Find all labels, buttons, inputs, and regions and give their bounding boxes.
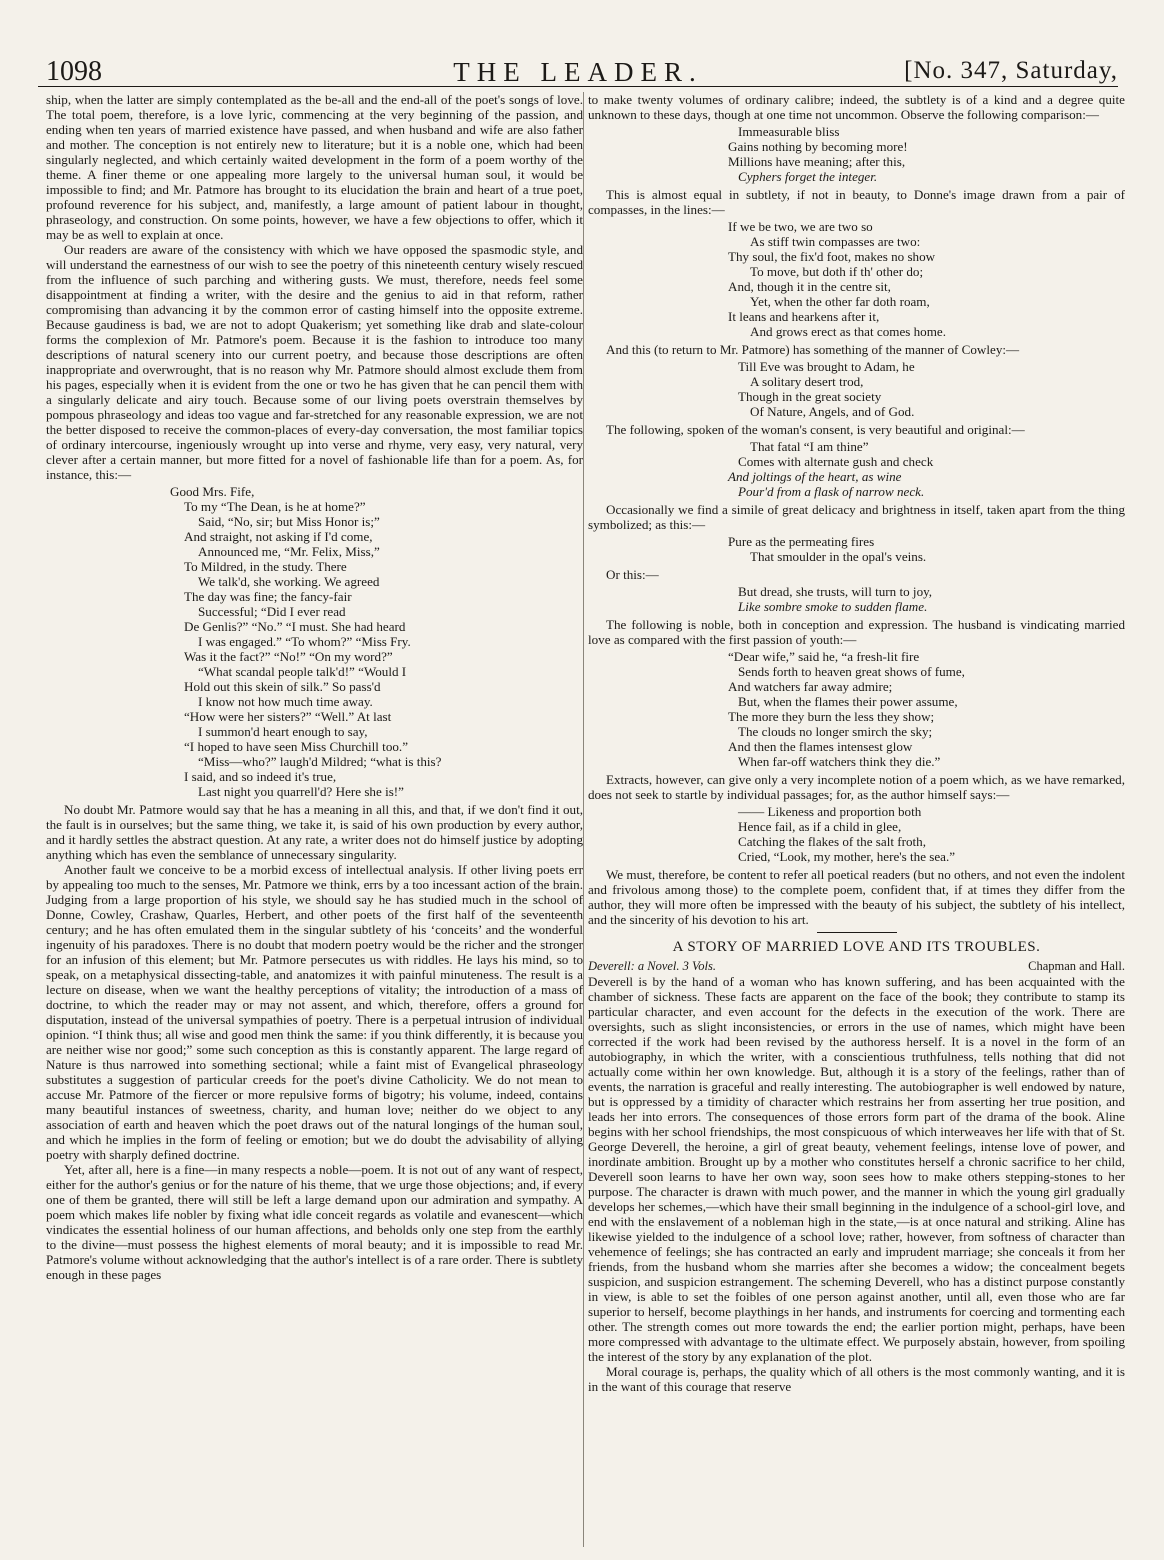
verse-line: That smoulder in the opal's veins. (750, 549, 927, 564)
verse-line: Gains nothing by becoming more! (728, 139, 908, 154)
verse-line: But dread, she trusts, will turn to joy, (738, 584, 933, 599)
verse-line: Pure as the permeating fires (728, 534, 875, 549)
paragraph: And this (to return to Mr. Patmore) has something of the manner of Cowley:— (606, 342, 1020, 357)
verse-line: I know not how much time away. (198, 694, 373, 709)
verse-line: And then the flames intensest glow (728, 739, 913, 754)
verse-quote (588, 439, 1125, 499)
verse-line: It leans and hearkens after it, (728, 309, 880, 324)
verse-line: Of Nature, Angels, and of God. (750, 404, 915, 419)
masthead-title: THE LEADER. (453, 57, 703, 87)
verse-line: Comes with alternate gush and check (738, 454, 934, 469)
paragraph: ship, when the latter are simply contemplated as the be-all and the end-all of the poet's songs of love. The total poem, therefore, is a love lyric, commencing at the very beginning of the passion, and ending when ten years of married existence have passed, and when husband and wife are also father and mother. The conception is not entirely new to literature; but it is a noble one, which had been singularly neglected, and which certainly waited development in the form of a poem worthy of the theme. A finer theme or one appealing more largely to the universal human soul, it would be impossible to find; and Mr. Patmore has brought to its elucidation the brain and heart of a true poet, profound reverence for his subject, and, manifestly, a large amount of patient labour in thought, phraseology, and construction. On some points, however, we have a few objections to offer, which it may be as well to explain at once. (46, 92, 583, 242)
verse-line: Sends forth to heaven great shows of fume, (738, 664, 965, 679)
verse-line: The day was fine; the fancy-fair (184, 589, 352, 604)
verse-line: Catching the flakes of the salt froth, (738, 834, 926, 849)
verse-line: To my “The Dean, is he at home?” (184, 499, 366, 514)
verse-line: “How were her sisters?” “Well.” At last (184, 709, 392, 724)
paragraph: This is almost equal in subtlety, if not in beauty, to Donne's image drawn from a pair of compasses, in the lines:— (588, 187, 1125, 217)
paragraph: The following is noble, both in conception and expression. The husband is vindicating married love as compared with the first passion of youth:— (588, 617, 1125, 647)
verse-line: —— Likeness and proportion both (738, 804, 922, 819)
verse-line: And watchers far away admire; (728, 679, 893, 694)
page-header (38, 54, 1118, 87)
right-column (588, 92, 1125, 1547)
verse-quote (588, 649, 1125, 769)
verse-line: When far-off watchers think they die.” (738, 754, 941, 769)
verse-line: “What scandal people talk'd!” “Would I (198, 664, 407, 679)
paragraph: The following, spoken of the woman's consent, is very beautiful and original:— (606, 422, 1025, 437)
verse-line: The more they burn the less they show; (728, 709, 935, 724)
verse-line: We talk'd, she working. We agreed (198, 574, 380, 589)
verse-line: As stiff twin compasses are two: (750, 234, 921, 249)
verse-line: Though in the great society (738, 389, 882, 404)
verse-quote (588, 804, 1125, 864)
verse-quote (46, 484, 583, 799)
verse-quote (588, 359, 1125, 419)
verse-line: Like sombre smoke to sudden flame. (738, 599, 928, 614)
paragraph: to make twenty volumes of ordinary calibre; indeed, the subtlety is of a kind and a degree quite unknown to these days, though at one time not uncommon. Observe the following comparison:— (588, 92, 1125, 122)
section-title: A STORY OF MARRIED LOVE AND ITS TROUBLES. (672, 939, 1041, 955)
section-divider (817, 932, 897, 933)
book-title: Deverell: a Novel. 3 Vols. (588, 959, 716, 973)
verse-line: But, when the flames their power assume, (738, 694, 958, 709)
verse-line: Was it the fact?” “No!” “On my word?” (184, 649, 393, 664)
paragraph: Moral courage is, perhaps, the quality which of all others is the most commonly wanting, and it is in the want of this courage that reserve (588, 1364, 1125, 1394)
verse-quote (588, 584, 1125, 614)
issue-number: [No. 347, Saturday, (904, 57, 1118, 84)
verse-line: And straight, not asking if I'd come, (184, 529, 373, 544)
verse-line: Millions have meaning; after this, (728, 154, 906, 169)
verse-line: Till Eve was brought to Adam, he (738, 359, 915, 374)
paragraph: Or this:— (606, 567, 659, 582)
verse-line: And, though it in the centre sit, (728, 279, 891, 294)
verse-line: Announced me, “Mr. Felix, Miss,” (198, 544, 380, 559)
paragraph: Occasionally we find a simile of great delicacy and brightness in itself, taken apart from the thing symbolized; as this:— (588, 502, 1125, 532)
paragraph: Deverell is by the hand of a woman who has known suffering, and has been acquainted with the chamber of sickness. These facts are apparent on the face of the book; they contribute to stamp its particular character, and even account for the defects in the execution of the work. There are oversights, such as slight inconsistencies, or errors in the use of names, which might have been corrected if the work had been revised by the authoress herself. It is a novel in the form of an autobiography, in which the writer, with a conscientious truthfulness, tells nothing that did not actually come within her own knowledge. But, although it is a story of the feelings, rather than of events, the narration is graceful and really interesting. The autobiographer is well endowed by nature, but is oppressed by a timidity of character which restrains her from asserting her true position, and leads her into errors. The consequences of those errors form part of the drama of the book. Aline begins with her school friendships, the most conspicuous of which interweaves her life with that of St. George Deverell, the heroine, a girl of great beauty, vehement feelings, intense love of power, and inordinate ambition. Brought up by a mother who constitutes herself a chronic sacrifice to her child, Deverell soon learns to have her own way, soon sees how to make others stepping-stones to her purpose. The character is drawn with much power, and the manner in which the young girl gradually develops her schemes,—which have their small beginning in the indulgence of a school-girl love, and end with the enslavement of a nobleman high in the state,—is at once natural and striking. Aline has likewise yielded to the indulgence of a school love; rather, however, from softness of character than vehemence of feelings; she has contracted an early and imprudent marriage; she conceals it from her friends, from the husband whom she marries after she becomes a widow; the concealment begets suspicion, and suspicion estrangement. The scheming Deverell, who has a distinct purpose constantly in view, is able to set the foibles of one person against another, until all, even those who are far superior to herself, become playthings in her hands, and instruments for coercing and tormenting each other. The strength comes out more towards the end; the earlier portion might, perhaps, have been more compressed with advantage to the ultimate effect. We purposely abstain, however, from spoiling the interest of the story by any explanation of the plot. (588, 974, 1125, 1364)
verse-line: “Miss—who?” laugh'd Mildred; “what is this? (198, 754, 442, 769)
verse-line: Yet, when the other far doth roam, (750, 294, 930, 309)
verse-line: Hold out this skein of silk.” So pass'd (184, 679, 381, 694)
verse-line: And joltings of the heart, as wine (728, 469, 902, 484)
verse-line: Immeasurable bliss (738, 124, 840, 139)
left-column (46, 92, 583, 1547)
verse-line: If we be two, we are two so (728, 219, 873, 234)
verse-line: “Dear wife,” said he, “a fresh-lit fire (728, 649, 920, 664)
paragraph: Extracts, however, can give only a very incomplete notion of a poem which, as we have remarked, does not seek to startle by individual passages; for, as the author himself says:— (588, 772, 1125, 802)
verse-line: I was engaged.” “To whom?” “Miss Fry. (198, 634, 411, 649)
verse-quote (588, 219, 1125, 339)
verse-quote (588, 124, 1125, 184)
verse-line: Last night you quarrell'd? Here she is!” (198, 784, 404, 799)
verse-line: The clouds no longer smirch the sky; (738, 724, 933, 739)
paragraph: Yet, after all, here is a fine—in many respects a noble—poem. It is not out of any want of respect, either for the author's genius or for the nature of his theme, that we urge those objections; and, if every one of them be granted, there will still be left a large demand upon our admiration and sympathy. A poem which makes life nobler by fixing what idle conceit regards as volatile and evanescent—which vindicates the essential holiness of our human affections, and beholds only one step from the earthly to the divine—must possess the highest elements of moral beauty; and it is impossible to read Mr. Patmore's volume without acknowledging that the author's intellect is of a rare order. There is subtlety enough in these pages (46, 1162, 583, 1282)
verse-line: Thy soul, the fix'd foot, makes no show (728, 249, 936, 264)
verse-line: A solitary desert trod, (750, 374, 864, 389)
verse-line: “I hoped to have seen Miss Churchill too.” (184, 739, 409, 754)
verse-line: I said, and so indeed it's true, (184, 769, 337, 784)
book-info (588, 959, 1125, 974)
verse-line: De Genlis?” “No.” “I must. She had heard (184, 619, 406, 634)
verse-line: To Mildred, in the study. There (184, 559, 347, 574)
verse-line: Hence fail, as if a child in glee, (738, 819, 902, 834)
verse-line: Said, “No, sir; but Miss Honor is;” (198, 514, 380, 529)
verse-line: To move, but doth if th' other do; (750, 264, 924, 279)
verse-line: I summon'd heart enough to say, (198, 724, 368, 739)
paragraph: Another fault we conceive to be a morbid excess of intellectual analysis. If other living poets err by appealing too much to the senses, Mr. Patmore we think, errs by a too incessant action of the brain. Judging from a large proportion of his style, we should say he has studied much in the school of Donne, Cowley, Crashaw, Quarles, Herbert, and other poets of the first half of the seventeenth century; and he has often emulated them in the singular subtlety of his ‘conceits’ and the wonderful ingenuity of his paradoxes. There is no doubt that modern poetry would be the richer and the stronger for an infusion of this element; but Mr. Patmore persecutes us with riddles. He lays his mind, so to speak, on a metaphysical dissecting-table, and anatomizes it with painful minuteness. The result is a lecture on disease, when we want the healthy perceptions of vitality; the introduction of a mass of doctrine, to which the reader may or may not assent, and which, therefore, offers a ground for disputation, instead of the universal sympathies of poetry. There is a perpetual intrusion of individual opinion. “I think thus; all wise and good men think the same: if you think differently, it is because you are neither wise nor good;” some such conception as this is constantly apparent. The large regard of Nature is thus narrowed into something sectional; while a faint mist of Evangelical phraseology substitutes a suggestion of particular creeds for the poet's divine Catholicity. We do not mean to accuse Mr. Patmore of the fiercer or more repulsive forms of bigotry; his volume, indeed, contains many beautiful instances of sweetness, charity, and human love; neither do we object to any association of earth and heaven which the poet draws out of the natural longings of the human soul, and which he implies in the form of feeling or emotion; but we do doubt the advisability of allying poetry with sharply defined doctrine. (46, 862, 583, 1162)
verse-line: That fatal “I am thine” (750, 439, 869, 454)
verse-quote (588, 534, 1125, 564)
column-rule (583, 92, 584, 1547)
verse-line: And grows erect as that comes home. (750, 324, 946, 339)
paragraph: Our readers are aware of the consistency with which we have opposed the spasmodic style, and will understand the earnestness of our wish to see the poetry of this nineteenth century wisely rescued from the influence of such parching and withering gusts. We must, therefore, needs feel some disappointment at finding a writer, with the desire and the genius to aid in that reform, rather compromising than advancing it by the common error of casting himself into the opposite extreme. Because gaudiness is bad, we are not to adopt Quakerism; yet something like drab and slate-colour forms the complexion of Mr. Patmore's poem. Because it is the fashion to introduce too many descriptions of natural scenery into our current poetry, and because those descriptions are often inappropriate and overwrought, that is no reason why Mr. Patmore should almost exclude them from his pages, especially when it is evident from the one or two he has given that he can pencil them with a singularly delicate and airy touch. Because some of our living poets overstrain themselves by pompous phraseology and ideas too vague and far-stretched for any reasonable expression, we are not the better disposed to receive the common-places of every-day conversation, the most familiar topics of ordinary intercourse, ingeniously wrought up into verse and rhyme, very easy, very natural, very clever after a certain manner, but more fitted for a novel of fashionable life than for a poem. As, for instance, this:— (46, 242, 583, 482)
verse-line: Cried, “Look, my mother, here's the sea.” (738, 849, 956, 864)
paragraph: We must, therefore, be content to refer all poetical readers (but no others, and not even the indolent and frivolous among those) to the complete poem, confident that, if at times they differ from the author, they will more often be impressed with the beauty of his subject, the subtlety of his intellect, and the sincerity of his devotion to his art. (588, 867, 1125, 927)
page-number: 1098 (46, 56, 102, 87)
publisher: Chapman and Hall. (1028, 959, 1125, 973)
verse-line: Cyphers forget the integer. (738, 169, 878, 184)
verse-line: Pour'd from a flask of narrow neck. (738, 484, 925, 499)
verse-line: Successful; “Did I ever read (198, 604, 346, 619)
paragraph: No doubt Mr. Patmore would say that he has a meaning in all this, and that, if we don't find it out, the fault is in ourselves; but the same thing, we take it, is said of his own production by every author, and it hardly settles the abstract question. At any rate, a writer does not do himself justice by adopting anything which has even the semblance of unnecessary singularity. (46, 802, 583, 862)
verse-line: Good Mrs. Fife, (170, 484, 255, 499)
